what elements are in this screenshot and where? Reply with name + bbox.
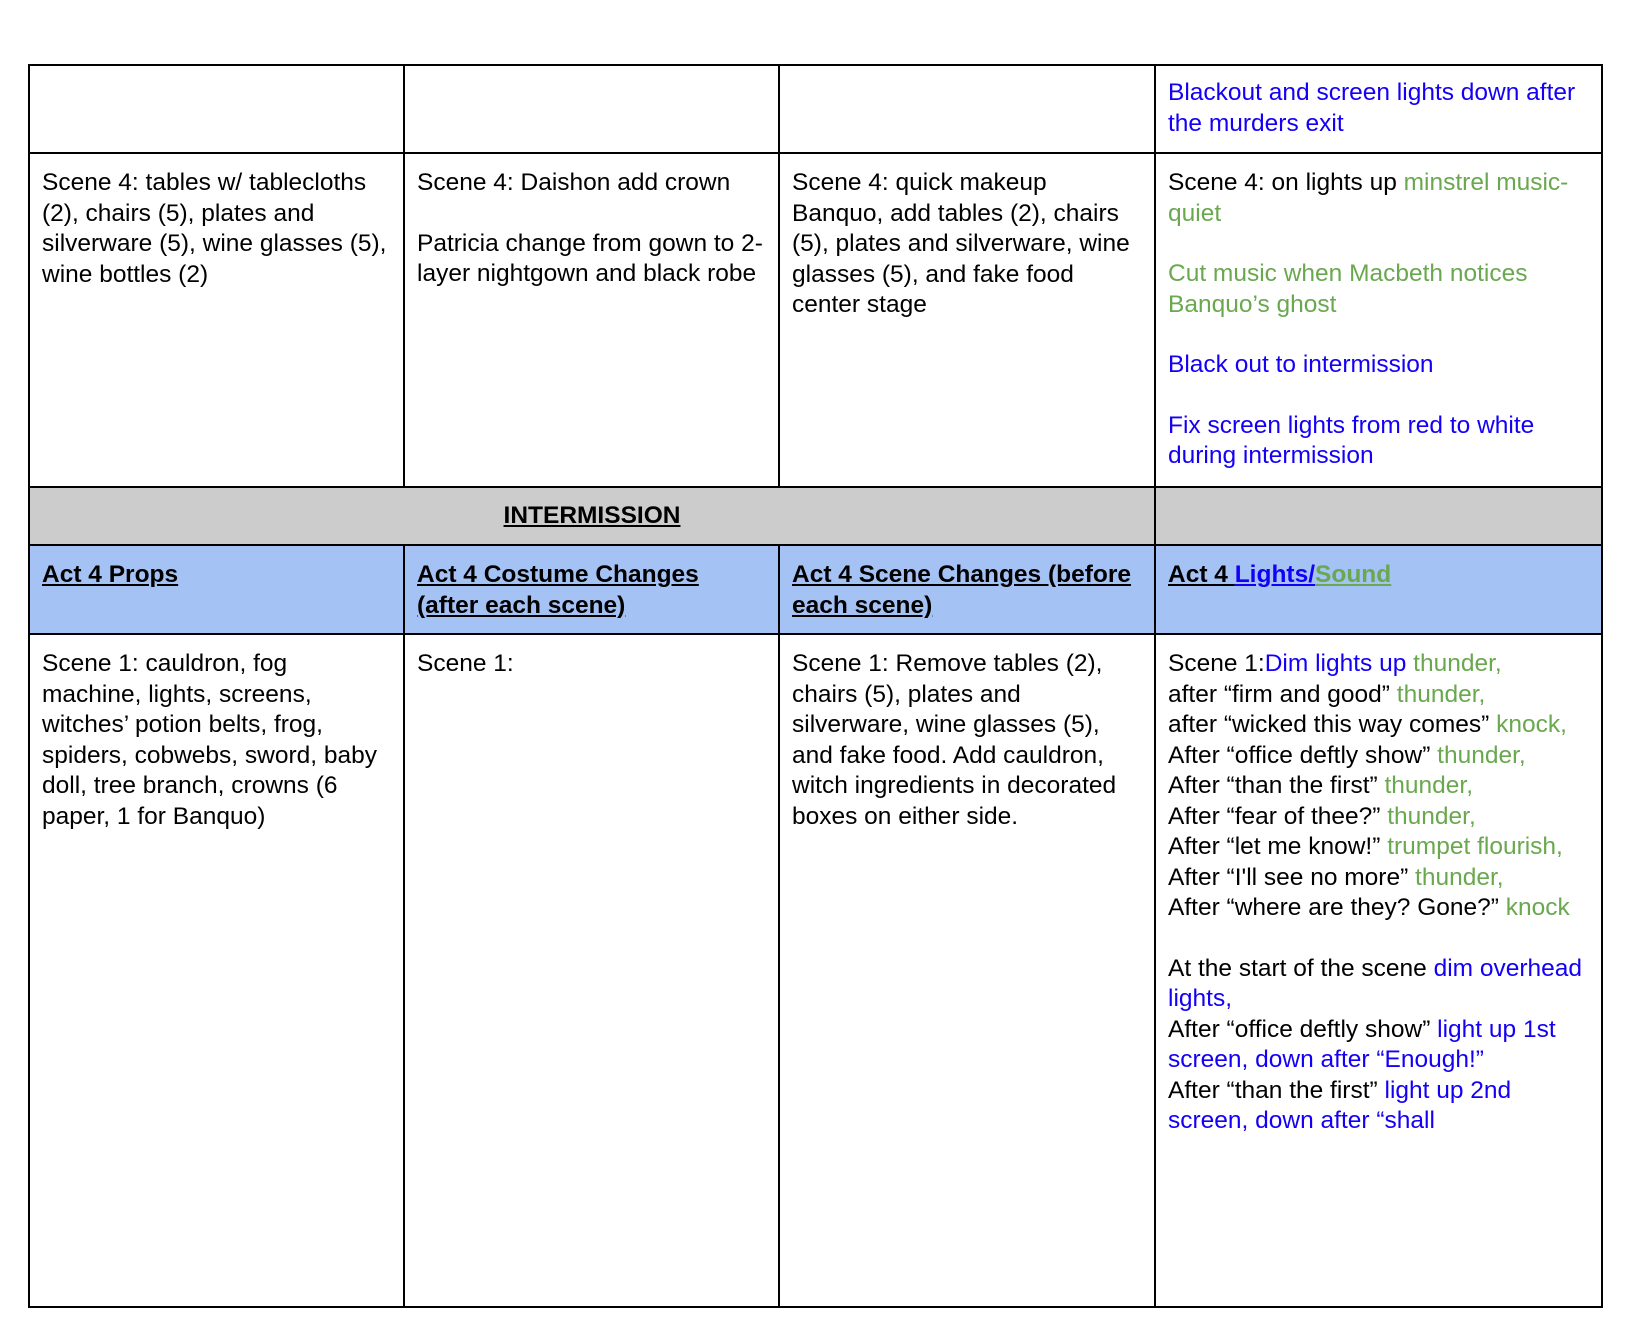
header-costume-label: Act 4 Costume Changes (after each scene) bbox=[417, 561, 699, 619]
cue-line bbox=[1168, 680, 1589, 711]
costume-text: Scene 4: Daishon add crown bbox=[417, 169, 731, 196]
cue-line bbox=[1168, 649, 1589, 680]
header-sound-label: Sound bbox=[1315, 561, 1392, 588]
table-row bbox=[29, 634, 1602, 1307]
paragraph-gap bbox=[1168, 924, 1589, 954]
props-text: Scene 4: tables w/ tablecloths (2), chairs (5), plates and silverware (5), wine glasses (5), wine bottles (2) bbox=[42, 169, 387, 288]
cue-text: After “where are they? Gone?” bbox=[1168, 894, 1506, 921]
cue-line bbox=[1168, 832, 1589, 863]
props-cell bbox=[29, 634, 404, 1307]
table-row bbox=[29, 65, 1602, 153]
intermission-cell bbox=[29, 487, 1155, 545]
intermission-row bbox=[29, 487, 1602, 545]
cue-text: After “office deftly show” bbox=[1168, 741, 1438, 769]
header-scene bbox=[779, 545, 1155, 634]
cue-line bbox=[1168, 741, 1589, 772]
sound-cue: thunder, bbox=[1396, 680, 1486, 708]
lights-paragraph bbox=[1168, 168, 1589, 229]
cue-line bbox=[1168, 802, 1589, 833]
costume-text: Scene 1: bbox=[417, 650, 514, 677]
cue-line bbox=[1168, 863, 1589, 894]
cue-line bbox=[1168, 954, 1589, 1015]
sound-cue: thunder, bbox=[1415, 863, 1504, 891]
props-text: Scene 1: cauldron, fog machine, lights, screens, witches’ potion belts, frog, spiders, cobwebs, sword, baby doll, tree branch, crowns (6 paper, 1 for Banquo) bbox=[42, 650, 377, 830]
cue-line bbox=[1168, 1076, 1589, 1137]
cue-sheet-table bbox=[28, 64, 1603, 1308]
cue-text: After “than the first” bbox=[1168, 1076, 1385, 1104]
cue-line bbox=[1168, 893, 1589, 924]
scene-cell bbox=[779, 634, 1155, 1307]
sound-cue: minstrel music- quiet bbox=[1168, 169, 1569, 227]
lights-cue: Black out to intermission bbox=[1168, 351, 1434, 378]
scene-text: Scene 4: quick makeup Banquo, add tables (2), chairs (5), plates and silverware, wine glasses (5), and fake food center stage bbox=[792, 169, 1130, 318]
cue-text: After “than the first” bbox=[1168, 772, 1385, 799]
cue-line bbox=[1168, 710, 1589, 741]
intermission-empty-cell bbox=[1155, 487, 1602, 545]
costume-cell bbox=[404, 153, 779, 487]
costume-text: Patricia change from gown to 2-layer nightgown and black robe bbox=[417, 229, 763, 287]
sound-cue: thunder, bbox=[1387, 802, 1476, 830]
costume-cell bbox=[404, 634, 779, 1307]
paragraph-gap bbox=[417, 199, 766, 229]
paragraph-gap bbox=[1168, 381, 1589, 411]
sound-cue: knock, bbox=[1496, 711, 1567, 738]
lights-cell bbox=[1155, 634, 1602, 1307]
costume-cell bbox=[404, 65, 779, 153]
cue-text: After “I'll see no more” bbox=[1168, 863, 1416, 891]
cue-line bbox=[1168, 1015, 1589, 1076]
cue-text: After “let me know!” bbox=[1168, 833, 1388, 860]
sound-cue: trumpet flourish, bbox=[1387, 833, 1563, 860]
table-row bbox=[29, 153, 1602, 487]
lights-cell bbox=[1155, 153, 1602, 487]
scene-cell bbox=[779, 153, 1155, 487]
props-cell bbox=[29, 65, 404, 153]
cue-text: After “office deftly show” bbox=[1168, 1015, 1438, 1043]
cue-line bbox=[1168, 771, 1589, 802]
lights-cell bbox=[1155, 65, 1602, 153]
header-lights-label: Lights/ bbox=[1234, 561, 1316, 588]
lights-cue: light up 2nd screen, down after “shall bbox=[1168, 1076, 1512, 1134]
header-scene-label: Act 4 Scene Changes (before each scene) bbox=[792, 561, 1132, 619]
cue-text: At the start of the scene bbox=[1168, 954, 1434, 982]
header-row bbox=[29, 545, 1602, 634]
sound-cue: thunder, bbox=[1406, 650, 1502, 677]
paragraph-gap bbox=[1168, 229, 1589, 259]
sound-cue: thunder, bbox=[1384, 772, 1474, 799]
cue-text: after “wicked this way comes” bbox=[1168, 711, 1497, 738]
scene-text: Scene 1: Remove tables (2), chairs (5), plates and silverware, wine glasses (5), and fake food. Add cauldron, witch ingredients in decorated boxes on either side. bbox=[792, 650, 1117, 830]
lights-cue: light up 1st screen, down after “Enough!” bbox=[1168, 1015, 1556, 1073]
cue-text: Scene 1: bbox=[1168, 650, 1265, 677]
sound-cue: thunder, bbox=[1437, 741, 1526, 769]
lights-cue: dim overhead lights, bbox=[1168, 954, 1583, 1012]
lights-cue: Dim lights up bbox=[1264, 650, 1407, 677]
cue-text: after “firm and good” bbox=[1168, 680, 1397, 708]
paragraph-gap bbox=[1168, 320, 1589, 350]
header-costume bbox=[404, 545, 779, 634]
scene-cell bbox=[779, 65, 1155, 153]
intermission-label: INTERMISSION bbox=[503, 502, 681, 529]
header-lights bbox=[1155, 545, 1602, 634]
sound-cue: Cut music when Macbeth notices Banquo’s ghost bbox=[1168, 260, 1528, 318]
cue-text: After “fear of thee?” bbox=[1168, 802, 1388, 830]
lights-cue: Blackout and screen lights down after the murders exit bbox=[1168, 79, 1576, 137]
lights-cue: Fix screen lights from red to white during intermission bbox=[1168, 411, 1535, 469]
sound-cue: knock bbox=[1505, 894, 1570, 921]
props-cell bbox=[29, 153, 404, 487]
cue-text: Scene 4: on lights up bbox=[1168, 169, 1404, 196]
header-props bbox=[29, 545, 404, 634]
header-props-label: Act 4 Props bbox=[42, 561, 179, 588]
header-lights-prefix: Act 4 bbox=[1168, 561, 1235, 588]
